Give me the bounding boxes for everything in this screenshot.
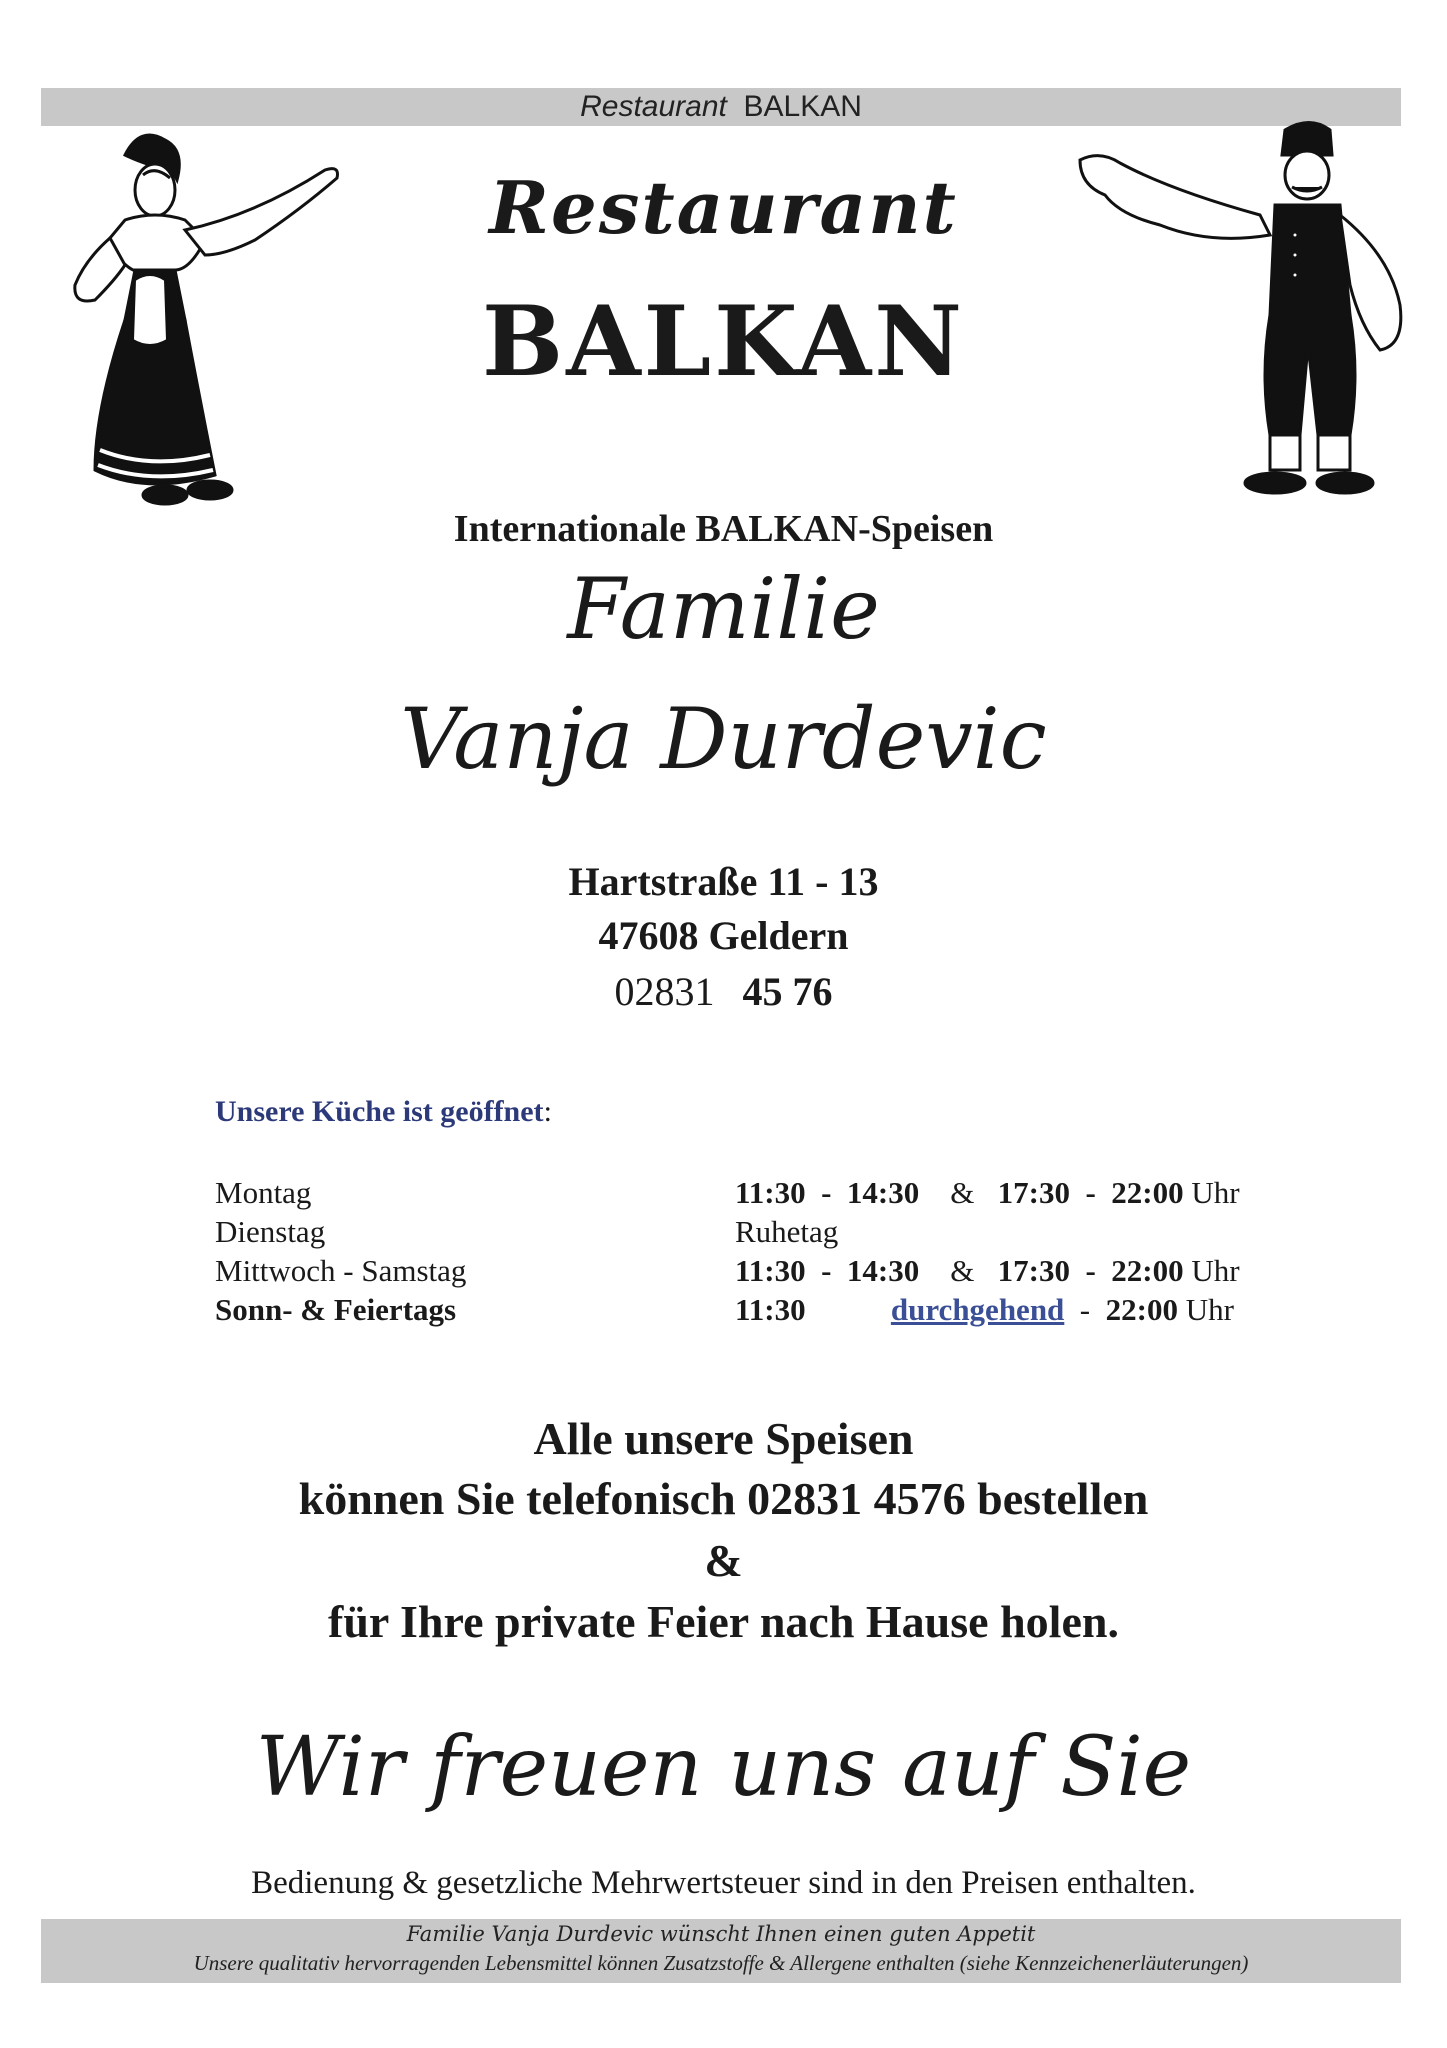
hours-row-sonn-feiertags xyxy=(215,1292,1315,1332)
header-word-balkan: BALKAN xyxy=(743,90,862,123)
footer-greeting: Familie Vanja Durdevic wünscht Ihnen einen guten Appetit xyxy=(406,1922,1036,1946)
subtitle: Internationale BALKAN-Speisen xyxy=(453,508,994,550)
footer-bar xyxy=(41,1919,1401,1983)
title-restaurant: Restaurant xyxy=(489,165,958,250)
hours-time: 11:30 - 14:30 & 17:30 - 22:00 Uhr xyxy=(735,1175,1240,1210)
hours-row-montag xyxy=(215,1175,1315,1215)
hours-row-dienstag xyxy=(215,1214,1315,1254)
opening-hours-title-text: Unsere Küche ist geöffnet xyxy=(215,1095,544,1128)
phone-prefix: 02831 xyxy=(614,969,715,1014)
hours-time: 11:30 durchgehend - 22:00 Uhr xyxy=(735,1292,1234,1327)
hours-day: Mittwoch - Samstag xyxy=(215,1253,467,1288)
hours-closed: Ruhetag xyxy=(735,1214,839,1249)
opening-hours-title xyxy=(215,1095,552,1129)
hours-time: 11:30 - 14:30 & 17:30 - 22:00 Uhr xyxy=(735,1253,1240,1288)
family-label: Familie xyxy=(567,560,880,658)
order-line-4: für Ihre private Feier nach Hause holen. xyxy=(328,1596,1119,1647)
address-street: Hartstraße 11 - 13 xyxy=(568,859,879,904)
order-line-3: & xyxy=(704,1535,743,1586)
address-city: 47608 Geldern xyxy=(598,913,849,958)
opening-hours-title-colon: : xyxy=(543,1095,552,1128)
hours-row-mittwoch-samstag xyxy=(215,1253,1315,1293)
tax-note: Bedienung & gesetzliche Mehrwertsteuer sind in den Preisen enthalten. xyxy=(251,1865,1196,1901)
hours-day: Sonn- & Feiertags xyxy=(215,1292,457,1327)
family-name: Vanja Durdevic xyxy=(400,690,1047,788)
footer-allergen-note: Unsere qualitativ hervorragenden Lebensmittel können Zusatzstoffe & Allergene enthalten (siehe Kennzeichenerläuterungen) xyxy=(193,1951,1249,1975)
hours-day: Dienstag xyxy=(215,1214,326,1249)
header-word-restaurant: Restaurant xyxy=(580,90,727,123)
closing-greeting: Wir freuen uns auf Sie xyxy=(255,1720,1192,1815)
phone-number xyxy=(0,968,1447,1015)
hours-day: Montag xyxy=(215,1175,312,1210)
phone-local: 45 76 xyxy=(742,969,833,1014)
title-balkan: BALKAN xyxy=(482,285,965,398)
order-line-2: können Sie telefonisch 02831 4576 bestellen xyxy=(298,1473,1149,1524)
durchgehend-link[interactable]: durchgehend xyxy=(890,1292,1065,1327)
order-line-1: Alle unsere Speisen xyxy=(533,1413,914,1464)
